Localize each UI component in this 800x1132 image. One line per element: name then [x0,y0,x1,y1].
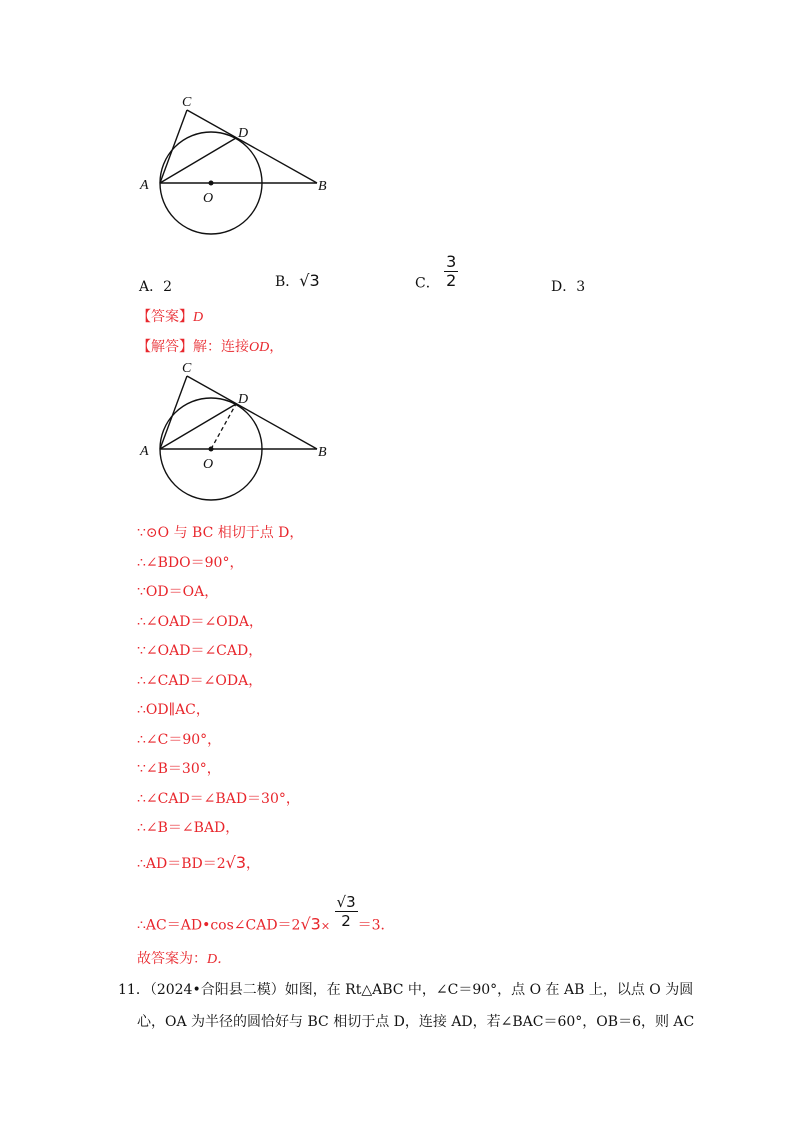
step-ac-denominator: 2 [341,912,351,930]
label-b-2: B [318,445,327,460]
solution-intro-var: OD [249,340,270,355]
center-point-o [209,181,214,186]
step-ad-pre: ∴AD＝BD＝2 [137,856,226,872]
option-b-prefix: B． [275,274,300,290]
solution-intro-text: 解：连接 [193,339,249,355]
step-line: ∴OD∥AC， [137,702,210,718]
segment-ad [160,138,236,183]
segment-cb [187,110,317,183]
step-line: ∵⊙O 与 BC 相切于点 D， [137,525,304,541]
step-ad-line [137,853,260,873]
solution-intro-end: ， [269,339,284,355]
conclusion-pre: 故答案为： [137,951,207,967]
option-a: A．2 [139,279,173,295]
label-a-2: A [140,444,149,459]
step-ac-line [137,893,395,935]
step-line: ∵OD＝OA， [137,584,219,600]
segment-ad-2 [160,404,236,449]
step-ad-root: √3 [225,853,247,872]
segment-ac [160,110,187,183]
option-c-prefix: C． [415,275,440,292]
answer-value: D [193,310,204,325]
label-d-2: D [238,392,249,407]
step-ac-pre: ∴AC＝AD•cos∠CAD＝2 [137,917,301,934]
conclusion-line [137,948,231,968]
step-line: ∵∠OAD＝∠CAD， [137,643,263,659]
step-line: ∴∠CAD＝∠ODA， [137,673,263,689]
option-c-fraction [444,253,458,290]
step-line: ∴∠B＝∠BAD， [137,820,240,836]
option-c-denominator: 2 [446,271,457,290]
label-o: O [203,191,214,206]
label-b: B [318,179,327,194]
question-11-line-1: 11．（2024•合阳县二模）如图，在 Rt△ABC 中，∠C＝90°，点 O 在 AB 上，以点 O 为圆 [118,982,694,998]
solution-bracket: 【解答】 [137,339,193,355]
option-b-value: √3 [299,271,320,290]
solution-intro [137,336,283,356]
label-a: A [140,178,149,193]
label-d: D [238,126,249,141]
step-line: ∴∠C＝90°， [137,732,222,748]
geometry-figure-2 [130,356,340,516]
step-line: ∵∠B＝30°， [137,761,221,777]
question-11-line-2: 心，OA 为半径的圆恰好与 BC 相切于点 D，连接 AD，若∠BAC＝60°，OB＝6，则 AC [137,1014,695,1030]
step-line: ∴∠OAD＝∠ODA， [137,614,263,630]
segment-cb-2 [187,376,317,449]
option-b [275,271,320,291]
answer-bracket: 【答案】 [137,309,193,325]
step-ac-root: √3 [300,914,321,934]
label-c-2: C [182,361,192,376]
center-point-o-2 [209,447,214,452]
option-d: D．3 [551,279,586,295]
step-ac-times: × [320,919,331,933]
option-c [415,253,458,293]
geometry-figure-1 [130,90,340,250]
step-ac-numerator: √3 [336,893,356,911]
step-line: ∴∠BDO＝90°， [137,555,244,571]
step-ac-fraction [335,893,358,930]
option-c-numerator: 3 [446,252,457,271]
conclusion-value: D． [207,952,232,967]
label-o-2: O [203,457,214,472]
step-ac-post: ＝3． [357,917,395,934]
step-ad-post: ， [246,856,261,872]
answer-line [137,306,203,326]
label-c: C [182,95,192,110]
segment-ac-2 [160,376,187,449]
step-line: ∴∠CAD＝∠BAD＝30°， [137,791,300,807]
